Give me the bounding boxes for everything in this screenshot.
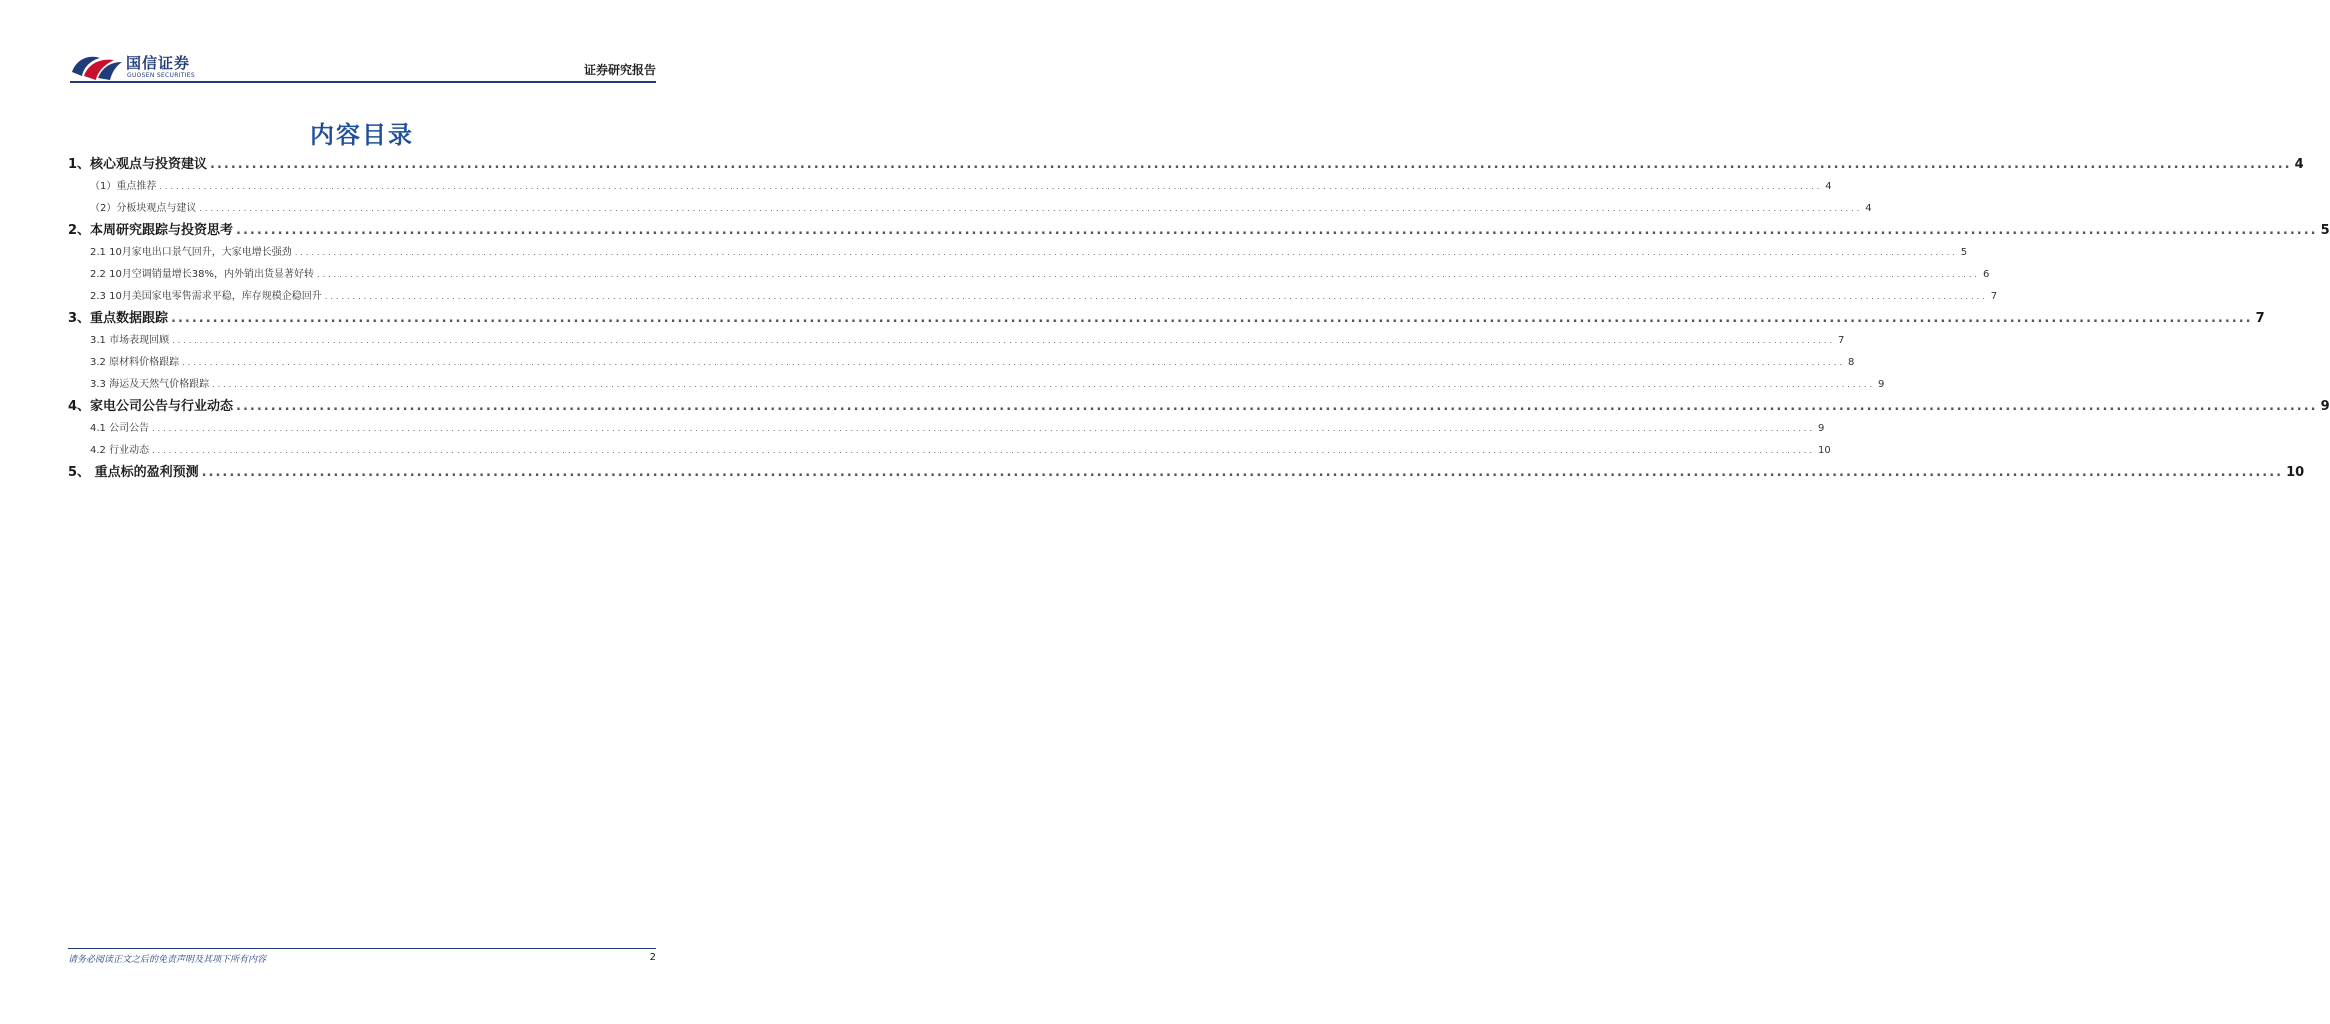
toc-leader: ............................................................................................................................................................................................................................................................................................................ xyxy=(201,465,2284,480)
toc-entry-label: （2）分板块观点与建议 xyxy=(90,203,197,214)
page-number: 2 xyxy=(649,952,656,963)
toc-entry-page: 4 xyxy=(2294,157,2304,172)
toc-leader: ............................................................................................................................................................................................................................................................................................................ xyxy=(212,380,1875,389)
toc-entry-page: 7 xyxy=(1990,291,1998,302)
toc-title: 内容目录 xyxy=(310,121,414,149)
toc-entry-label: 3.1 市场表现回顾 xyxy=(90,335,170,346)
toc-leader: ............................................................................................................................................................................................................................................................................................................ xyxy=(317,270,1980,279)
toc-leader: ............................................................................................................................................................................................................................................................................................................ xyxy=(171,311,2253,326)
toc-entry[interactable] xyxy=(68,462,2305,484)
toc-entry-page: 9 xyxy=(2320,399,2330,414)
toc-entry-label: 4.1 公司公告 xyxy=(90,423,150,434)
toc-entry[interactable] xyxy=(68,308,2265,330)
toc-entry-label: 3、重点数据跟踪 xyxy=(68,311,169,326)
guosen-logo xyxy=(70,46,210,84)
toc-entry[interactable] xyxy=(68,176,1832,198)
toc-entry-label: 2.2 10月空调销量增长38%，内外销出货显著好转 xyxy=(90,269,315,280)
footer-divider xyxy=(68,948,656,949)
toc-entry[interactable] xyxy=(68,220,2330,242)
toc-leader: ............................................................................................................................................................................................................................................................................................................ xyxy=(182,358,1845,367)
toc-entry-label: 4.2 行业动态 xyxy=(90,445,150,456)
toc-leader: ............................................................................................................................................................................................................................................................................................................ xyxy=(294,248,1958,257)
table-of-contents xyxy=(68,154,2330,484)
brand-name-en: GUOSEN SECURITIES xyxy=(127,72,196,79)
toc-entry-page: 7 xyxy=(1837,335,1845,346)
toc-entry[interactable] xyxy=(68,154,2304,176)
toc-entry-label: 2.1 10月家电出口景气回升，大家电增长强劲 xyxy=(90,247,292,258)
toc-entry-label: 2.3 10月美国家电零售需求平稳，库存规模企稳回升 xyxy=(90,291,322,302)
toc-entry-label: 5、 重点标的盈利预测 xyxy=(68,465,199,480)
page-header xyxy=(70,46,656,86)
toc-entry-label: （1）重点推荐 xyxy=(90,181,157,192)
toc-entry[interactable] xyxy=(68,440,1831,462)
toc-entry[interactable] xyxy=(68,198,1872,220)
toc-entry-label: 2、本周研究跟踪与投资思考 xyxy=(68,223,234,238)
toc-entry[interactable] xyxy=(68,396,2330,418)
toc-entry-page: 4 xyxy=(1825,181,1832,192)
brand-name-cn: 国信证券 xyxy=(126,54,191,72)
toc-entry[interactable] xyxy=(68,374,1885,396)
toc-entry-page: 4 xyxy=(1865,203,1872,214)
toc-leader: ............................................................................................................................................................................................................................................................................................................ xyxy=(210,157,2292,172)
toc-leader: ............................................................................................................................................................................................................................................................................................................ xyxy=(236,223,2318,238)
toc-entry-page: 7 xyxy=(2255,311,2265,326)
toc-entry-page: 8 xyxy=(1847,357,1855,368)
toc-entry-label: 1、核心观点与投资建议 xyxy=(68,157,208,172)
toc-entry-label: 3.2 原材料价格跟踪 xyxy=(90,357,180,368)
toc-entry[interactable] xyxy=(68,418,1825,440)
toc-entry-page: 10 xyxy=(2286,465,2305,480)
toc-entry-page: 9 xyxy=(1877,379,1885,390)
toc-entry-label: 4、家电公司公告与行业动态 xyxy=(68,399,234,414)
header-divider xyxy=(70,81,656,83)
toc-leader: ............................................................................................................................................................................................................................................................................................................ xyxy=(152,446,1815,455)
toc-entry-page: 10 xyxy=(1817,445,1831,456)
toc-entry-page: 9 xyxy=(1817,423,1825,434)
toc-entry-page: 5 xyxy=(2320,223,2330,238)
toc-entry[interactable] xyxy=(68,352,1855,374)
toc-leader: ............................................................................................................................................................................................................................................................................................................ xyxy=(199,204,1863,213)
toc-leader: ............................................................................................................................................................................................................................................................................................................ xyxy=(236,399,2318,414)
toc-entry-label: 3.3 海运及天然气价格跟踪 xyxy=(90,379,210,390)
toc-entry[interactable] xyxy=(68,242,1968,264)
toc-entry[interactable] xyxy=(68,286,1998,308)
toc-leader: ............................................................................................................................................................................................................................................................................................................ xyxy=(159,182,1823,191)
toc-entry-page: 5 xyxy=(1960,247,1968,258)
toc-entry[interactable] xyxy=(68,264,1990,286)
toc-leader: ............................................................................................................................................................................................................................................................................................................ xyxy=(152,424,1815,433)
toc-leader: ............................................................................................................................................................................................................................................................................................................ xyxy=(324,292,1988,301)
toc-entry-page: 6 xyxy=(1982,269,1990,280)
toc-entry[interactable] xyxy=(68,330,1845,352)
toc-leader: ............................................................................................................................................................................................................................................................................................................ xyxy=(172,336,1835,345)
report-type: 证券研究报告 xyxy=(583,63,656,77)
guosen-logo-icon xyxy=(70,50,124,82)
footer-disclaimer: 请务必阅读正文之后的免责声明及其项下所有内容 xyxy=(68,955,267,965)
